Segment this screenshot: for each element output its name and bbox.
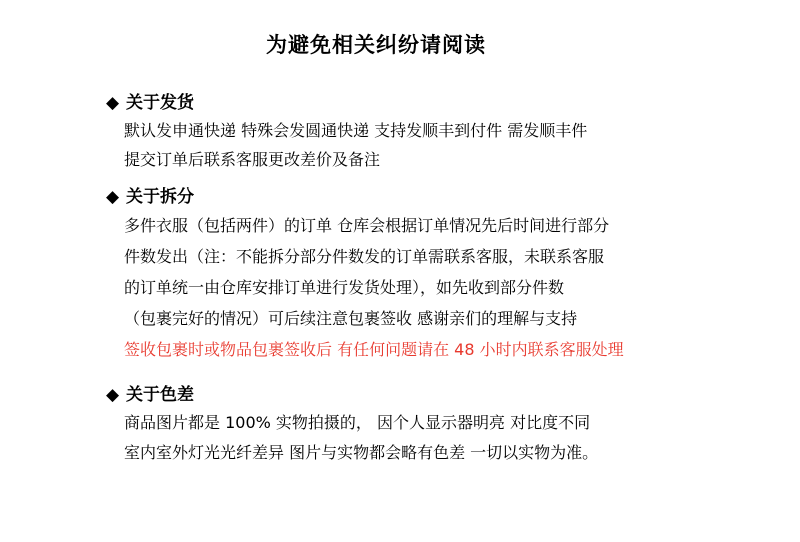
- diamond-bullet-icon: ◆: [106, 93, 120, 113]
- color-line-2: 室内室外灯光光纤差异 图片与实物都会略有色差 一切以实物为准。: [124, 443, 599, 462]
- split-line-1: 多件衣服（包括两件）的订单 仓库会根据订单情况先后时间进行部分: [124, 216, 610, 235]
- section-split: [106, 184, 756, 365]
- section-shipping: [106, 90, 756, 174]
- diamond-bullet-icon: ◆: [106, 385, 120, 405]
- section-heading-label: 关于色差: [126, 385, 194, 405]
- section-color-difference: [106, 382, 756, 468]
- section-heading-label: 关于发货: [126, 93, 194, 113]
- section-heading-label: 关于拆分: [126, 187, 194, 207]
- page-title: 为避免相关纠纷请阅读: [266, 33, 486, 57]
- shipping-line-1: 默认发申通快递 特殊会发圆通快递 支持发顺丰到付件 需发顺丰件: [124, 121, 588, 140]
- color-line-1: 商品图片都是 100% 实物拍摄的， 因个人显示器明亮 对比度不同: [124, 413, 591, 432]
- diamond-bullet-icon: ◆: [106, 187, 120, 207]
- split-line-2: 件数发出（注：不能拆分部分件数发的订单需联系客服，未联系客服: [124, 247, 605, 266]
- split-line-4: （包裹完好的情况）可后续注意包裹签收 感谢亲们的理解与支持: [124, 309, 578, 328]
- section-heading-split: [106, 184, 756, 210]
- split-line-3: 的订单统一由仓库安排订单进行发货处理），如先收到部分件数: [124, 278, 565, 297]
- section-heading-shipping: [106, 90, 756, 116]
- split-warning-line: 签收包裹时或物品包裹签收后 有任何问题请在 48 小时内联系客服处理: [124, 340, 624, 359]
- shipping-line-2: 提交订单后联系客服更改差价及备注: [124, 150, 381, 169]
- section-heading-color: [106, 382, 756, 408]
